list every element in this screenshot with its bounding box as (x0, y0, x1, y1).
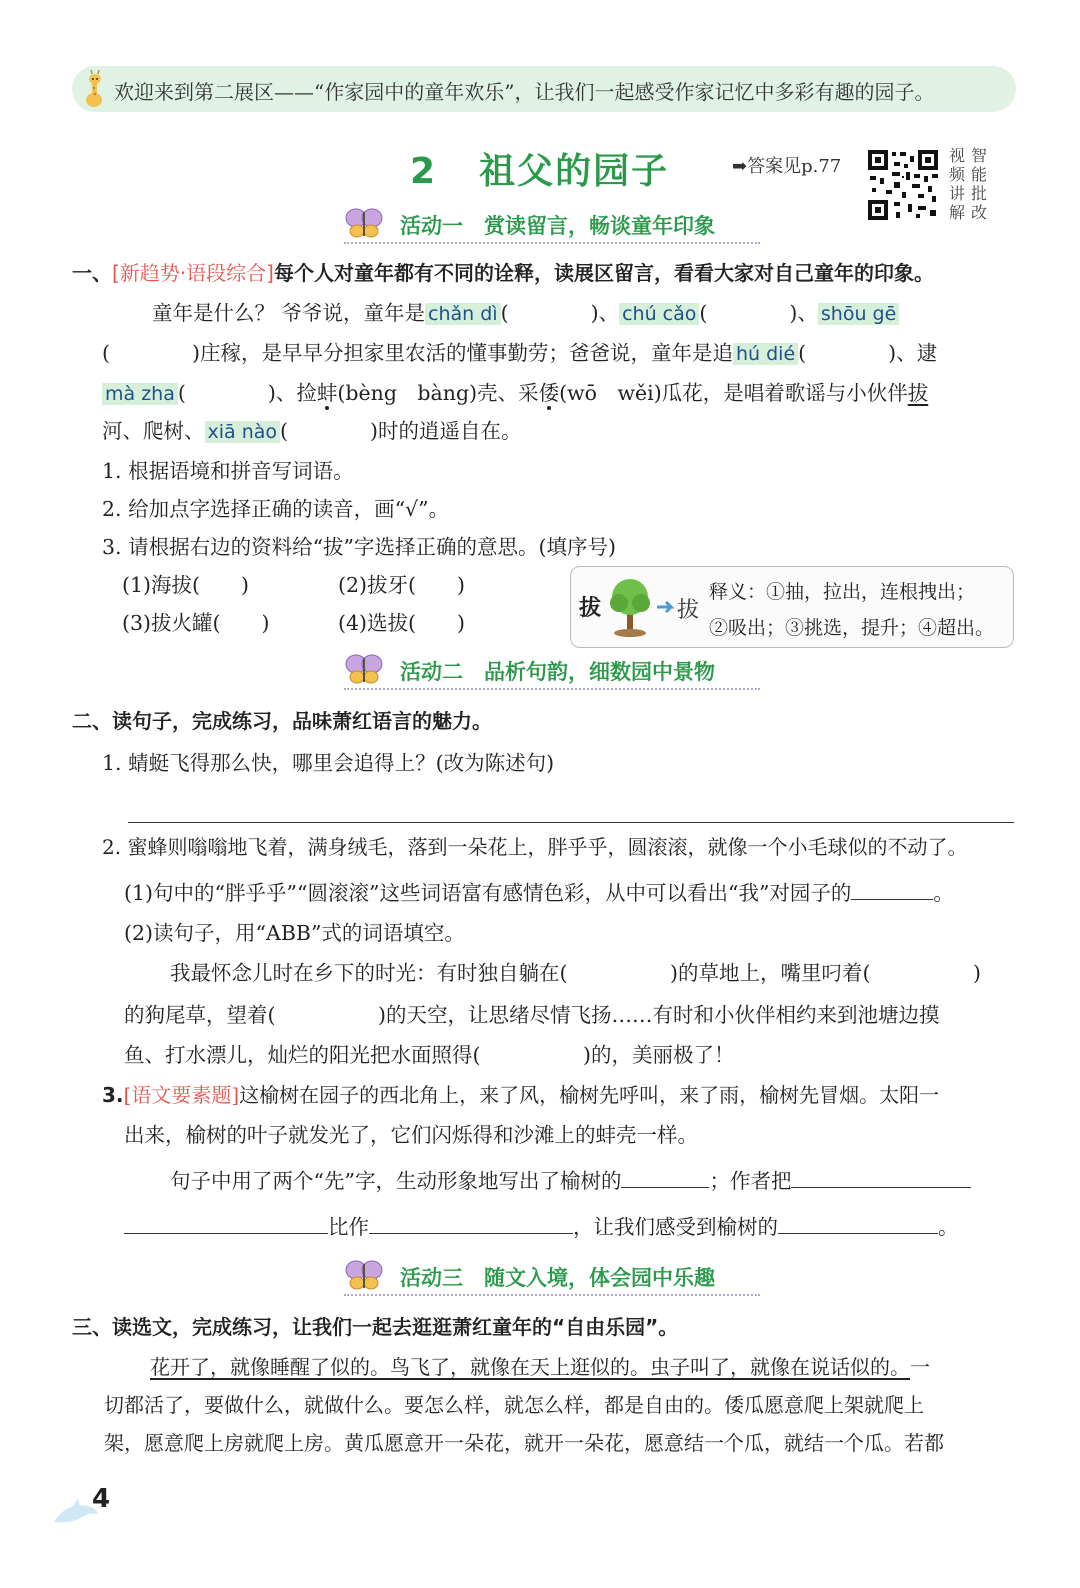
welcome-banner (72, 66, 1016, 112)
question-2-3-line-2: 出来，榆树的叶子就发光了，它们闪烁得和沙滩上的蚌壳一样。 (124, 1123, 698, 1147)
svg-text:拔: 拔 (677, 598, 700, 623)
text: 捡 (296, 381, 317, 405)
text: (wō wěi)瓜花，是唱着歌谣与小伙伴 (559, 381, 908, 405)
definition-line-2: ②吸出；③挑选，提升；④超出。 (709, 617, 995, 639)
answer-blank[interactable] (369, 1213, 573, 1234)
answer-blank[interactable] (621, 1167, 709, 1188)
activity-name: 品析句韵，细数园中景物 (484, 659, 715, 684)
text: ( )庄稼，是早早分担家里农活的懂事勤劳；爸爸说，童年是追 (102, 341, 733, 365)
question-2-3-answer-1 (170, 1166, 971, 1196)
qr-label: 智 (970, 146, 987, 165)
dotted-char: 倭 (538, 381, 560, 405)
option-1[interactable]: (1)海拔( ) (122, 573, 250, 597)
excerpt-line-1 (150, 1352, 930, 1382)
text: 比作 (328, 1215, 369, 1239)
text: (1)句中的“胖乎乎”“圆滚滚”这些词语富有感情色彩，从中可以看出“我”对园子的 (124, 881, 852, 905)
part3-heading: 三、读选文，完成练习，让我们一起去逛逛萧红童年的“自由乐园”。 (72, 1315, 679, 1339)
question-1-3: 3. 请根据右边的资料给“拔”字选择正确的意思。(填序号) (102, 535, 617, 559)
pinyin-prompt: xiā nào (205, 421, 281, 443)
butterfly-icon (344, 652, 384, 686)
question-1-1: 1. 根据语境和拼音写词语。 (102, 459, 354, 483)
activity-3-header (344, 1258, 760, 1296)
lesson-title (410, 143, 669, 194)
answer-blank[interactable]: ( )、 (699, 301, 818, 325)
answer-line[interactable] (128, 822, 1014, 823)
butterfly-icon (344, 206, 384, 240)
section-number: 一、 (72, 261, 112, 285)
text: ( )、 (177, 381, 297, 405)
passage-line-4 (102, 416, 522, 447)
question-2-3 (102, 1080, 939, 1110)
text: ，让我们感受到榆树的 (573, 1215, 778, 1239)
question-2-2: 2. 蜜蜂则嗡嗡地飞着，满身绒毛，落到一朵花上，胖乎乎，圆滚滚，就像一个小毛球似的不动了。 (102, 835, 968, 859)
giraffe-mascot-icon (80, 70, 108, 108)
qr-label: 视 (948, 146, 965, 165)
underlined-char: 拔 (907, 381, 929, 405)
qr-label: 解 (948, 203, 965, 222)
answer-blank[interactable]: ( )、 (500, 301, 620, 325)
activity-3-title (400, 1262, 715, 1292)
excerpt-line-2: 切都活了，要做什么，就做什么。要怎么样，就怎么样，都是自由的。倭瓜愿意爬上架就爬上 (104, 1393, 924, 1417)
fill-line-3[interactable]: 鱼、打水漂儿，灿烂的阳光把水面照得( )的，美丽极了！ (124, 1043, 735, 1067)
part2-heading: 二、读句子，完成练习，品味萧红语言的魅力。 (72, 709, 492, 733)
qr-label: 改 (970, 203, 987, 222)
qr-caption (946, 146, 994, 222)
activity-name: 赏读留言，畅谈童年印象 (484, 213, 715, 238)
text: ；作者把 (709, 1169, 792, 1193)
lesson-name: 祖父的园子 (479, 151, 670, 192)
activity-name: 随文入境，体会园中乐趣 (484, 1265, 715, 1290)
text: ( )时的逍遥自在。 (280, 419, 522, 443)
question-2-2-2: (2)读句子，用“ABB”式的词语填空。 (124, 921, 465, 945)
underlined-sentence: 花开了，就像睡醒了似的。鸟飞了，就像在天上逛似的。虫子叫了，就像在说话似的。 (150, 1355, 910, 1379)
text: 童年是什么？ 爷爷说，童年是 (152, 301, 426, 325)
text: 一 (910, 1355, 930, 1379)
text: 。 (938, 1215, 959, 1239)
pinyin-prompt: chǎn dì (425, 303, 501, 325)
activity-2-header (344, 652, 760, 690)
pulling-plant-icon (609, 573, 709, 639)
qr-label: 频 (948, 165, 965, 184)
text: 河、爬树、 (102, 419, 205, 443)
answer-blank[interactable] (791, 1167, 971, 1188)
option-2[interactable]: (2)拔牙( ) (338, 573, 466, 597)
answer-reference: ➡答案见p.77 (732, 156, 842, 177)
excerpt-line-3: 架，愿意爬上房就爬上房。黄瓜愿意开一朵花，就开一朵花，愿意结一个瓜，就结一个瓜。若都 (104, 1431, 944, 1455)
passage-line-3 (102, 378, 928, 409)
answer-blank[interactable] (851, 879, 933, 900)
option-4[interactable]: (4)选拔( ) (338, 611, 466, 635)
answer-blank[interactable] (778, 1213, 938, 1234)
qr-label: 批 (970, 184, 987, 203)
question-2-1: 1. 蜻蜓飞得那么快，哪里会追得上？(改为陈述句) (102, 751, 555, 775)
text: 这榆树在园子的西北角上，来了风，榆树先呼叫，来了雨，榆树先冒烟。太阳一 (239, 1083, 940, 1107)
definition-box (570, 566, 1014, 648)
question-1-2: 2. 给加点字选择正确的读音，画“√”。 (102, 497, 450, 521)
dotted-char: 蚌 (316, 381, 338, 405)
question-tag: [新趋势·语段综合] (112, 261, 274, 285)
activity-2-title (400, 656, 715, 686)
butterfly-icon (344, 1258, 384, 1292)
question-2-2-1 (124, 878, 954, 908)
qr-code-icon[interactable] (866, 148, 940, 222)
activity-label: 活动三 (400, 1265, 463, 1290)
text: 。 (933, 881, 954, 905)
lesson-number: 2 (410, 151, 438, 192)
activity-label: 活动二 (400, 659, 463, 684)
text: ( )、逮 (798, 341, 938, 365)
pinyin-prompt: shōu gē (818, 303, 899, 325)
question-number: 3. (102, 1083, 124, 1107)
banner-text: 欢迎来到第二展区——“作家园中的童年欢乐”，让我们一起感受作家记忆中多彩有趣的园子。 (114, 80, 935, 104)
pinyin-prompt: mà zha (102, 383, 178, 405)
activity-label: 活动一 (400, 213, 463, 238)
option-3[interactable]: (3)拔火罐( ) (122, 611, 270, 635)
activity-1-header (344, 206, 760, 244)
activity-1-title (400, 210, 715, 240)
question-2-3-answer-2 (124, 1212, 959, 1242)
page-number: 4 (92, 1484, 111, 1514)
pinyin-prompt: chú cǎo (619, 303, 699, 325)
definition-char: 拔 (579, 595, 602, 621)
passage-line-2 (102, 338, 937, 369)
answer-blank[interactable] (124, 1213, 328, 1234)
part1-heading (72, 258, 934, 288)
fill-line-1[interactable]: 我最怀念儿时在乡下的时光：有时独自躺在( )的草地上，嘴里叼着( ) (170, 961, 981, 985)
qr-label: 能 (970, 165, 987, 184)
question-tag: [语文要素题] (123, 1083, 240, 1107)
text: 句子中用了两个“先”字，生动形象地写出了榆树的 (170, 1169, 622, 1193)
fill-line-2[interactable]: 的狗尾草，望着( )的天空，让思绪尽情飞扬……有时和小伙伴相约来到池塘边摸 (124, 1003, 940, 1027)
passage-line-1 (152, 298, 899, 329)
pinyin-prompt: hú dié (733, 343, 798, 365)
section-heading-text: 每个人对童年都有不同的诠释，读展区留言，看看大家对自己童年的印象。 (273, 261, 934, 285)
qr-label: 讲 (948, 184, 965, 203)
text: (bèng bàng)壳、采 (337, 381, 539, 405)
definition-line-1: 释义：①抽，拉出，连根拽出； (709, 581, 976, 603)
